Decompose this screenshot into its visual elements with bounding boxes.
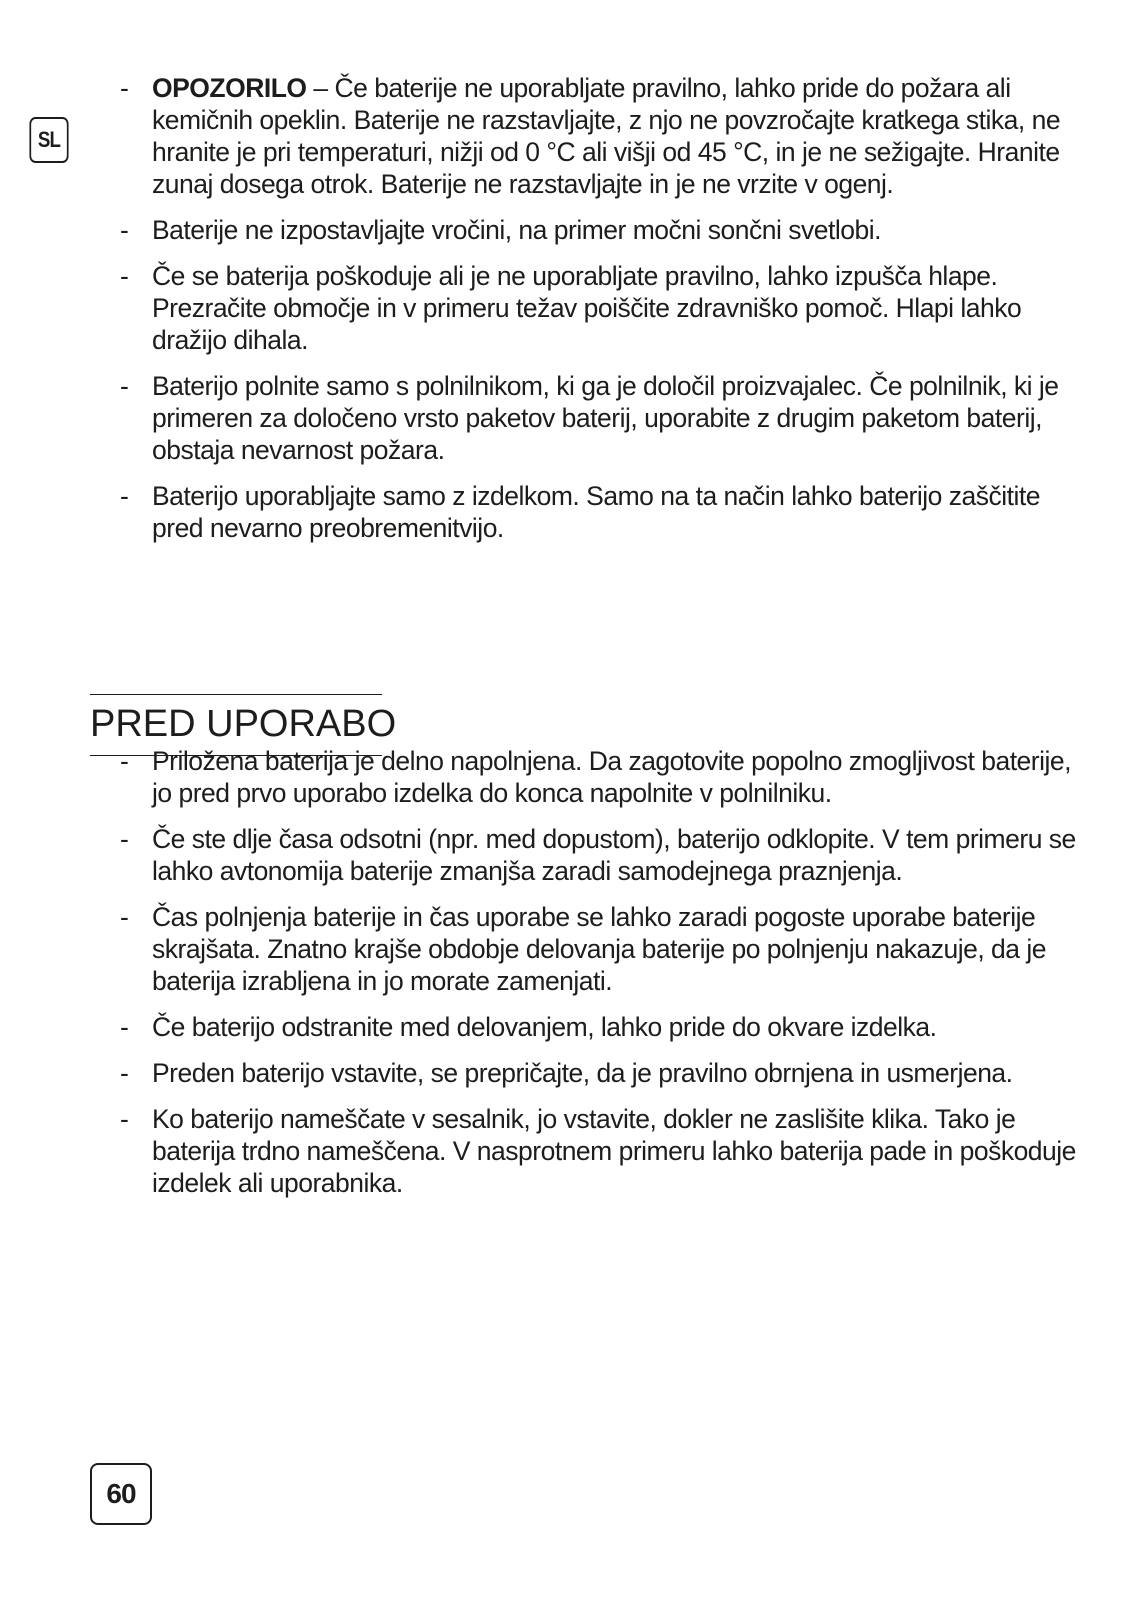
list-item-text: Če ste dlje časa odsotni (npr. med dopustom), baterijo odklopite. V tem primeru se lahko avtonomija baterije zmanjša zaradi samodejnega praznjenja. xyxy=(152,824,1076,886)
list-item xyxy=(120,214,1080,246)
bullet-dash: - xyxy=(120,73,129,103)
list-item-text: Priložena baterija je delno napolnjena. Da zagotovite popolno zmogljivost baterije, jo pred prvo uporabo izdelka do konca napolnite v polnilniku. xyxy=(152,746,1071,808)
list-item xyxy=(120,1011,1080,1043)
list-item xyxy=(120,370,1080,466)
bullet-dash: - xyxy=(120,746,129,776)
list-item-text: Če se baterija poškoduje ali je ne uporabljate pravilno, lahko izpušča hlape. Prezračite območje in v primeru težav poiščite zdravniško pomoč. Hlapi lahko dražijo dihala. xyxy=(152,261,1022,355)
list-item xyxy=(120,72,1080,200)
bullet-dash: - xyxy=(120,824,129,854)
language-code: SL xyxy=(37,127,61,152)
language-badge xyxy=(29,117,68,163)
list-item-text: Ko baterijo nameščate v sesalnik, jo vstavite, dokler ne zaslišite klika. Tako je baterija trdno nameščena. V nasprotnem primeru lahko baterija pade in poškoduje izdelek ali uporabnika. xyxy=(152,1104,1076,1198)
bullet-dash: - xyxy=(120,1104,129,1134)
list-item-text: Baterijo polnite samo s polnilnikom, ki ga je določil proizvajalec. Če polnilnik, ki je primeren za določeno vrsto paketov baterij, uporabite z drugim paketom baterij, obstaja nevarnost požara. xyxy=(152,371,1059,465)
list-item xyxy=(120,480,1080,544)
warning-label: OPOZORILO xyxy=(152,73,307,103)
bullet-dash: - xyxy=(120,1058,129,1088)
list-item-text: Če baterijo odstranite med delovanjem, lahko pride do okvare izdelka. xyxy=(152,1012,937,1042)
list-item-text: Baterije ne izpostavljajte vročini, na primer močni sončni svetlobi. xyxy=(152,215,881,245)
bullet-dash: - xyxy=(120,902,129,932)
section-heading: PRED UPORABO xyxy=(90,694,382,756)
bullet-dash: - xyxy=(120,215,129,245)
bullet-dash: - xyxy=(120,261,129,291)
warnings-list xyxy=(120,72,1080,558)
list-item-text: Preden baterijo vstavite, se prepričajte, da je pravilno obrnjena in usmerjena. xyxy=(152,1058,1013,1088)
bullet-dash: - xyxy=(120,481,129,511)
list-item xyxy=(120,1103,1080,1199)
bullet-dash: - xyxy=(120,371,129,401)
page-number-box xyxy=(90,1463,152,1525)
list-item xyxy=(120,260,1080,356)
list-item xyxy=(120,901,1080,997)
list-item xyxy=(120,1057,1080,1089)
list-item xyxy=(120,745,1080,809)
list-item-text: Čas polnjenja baterije in čas uporabe se lahko zaradi pogoste uporabe baterije skrajšata. Znatno krajše obdobje delovanja baterije po polnjenju nakazuje, da je baterija izrabljena in jo morate zamenjati. xyxy=(152,902,1047,996)
list-item xyxy=(120,823,1080,887)
list-item-text: Baterijo uporabljajte samo z izdelkom. Samo na ta način lahko baterijo zaščitite pred nevarno preobremenitvijo. xyxy=(152,481,1040,543)
bullet-dash: - xyxy=(120,1012,129,1042)
page-number: 60 xyxy=(106,1478,136,1509)
warning-text: – Če baterije ne uporabljate pravilno, lahko pride do požara ali kemičnih opeklin. Baterije ne razstavljajte, z njo ne povzročajte kratkega stika, ne hranite je pri temperaturi, nižji od 0 °C ali višji od 45 °C, in je ne sežigajte. Hranite zunaj dosega otrok. Baterije ne razstavljajte in je ne vrzite v ogenj. xyxy=(152,73,1061,199)
before-use-list xyxy=(120,745,1080,1213)
